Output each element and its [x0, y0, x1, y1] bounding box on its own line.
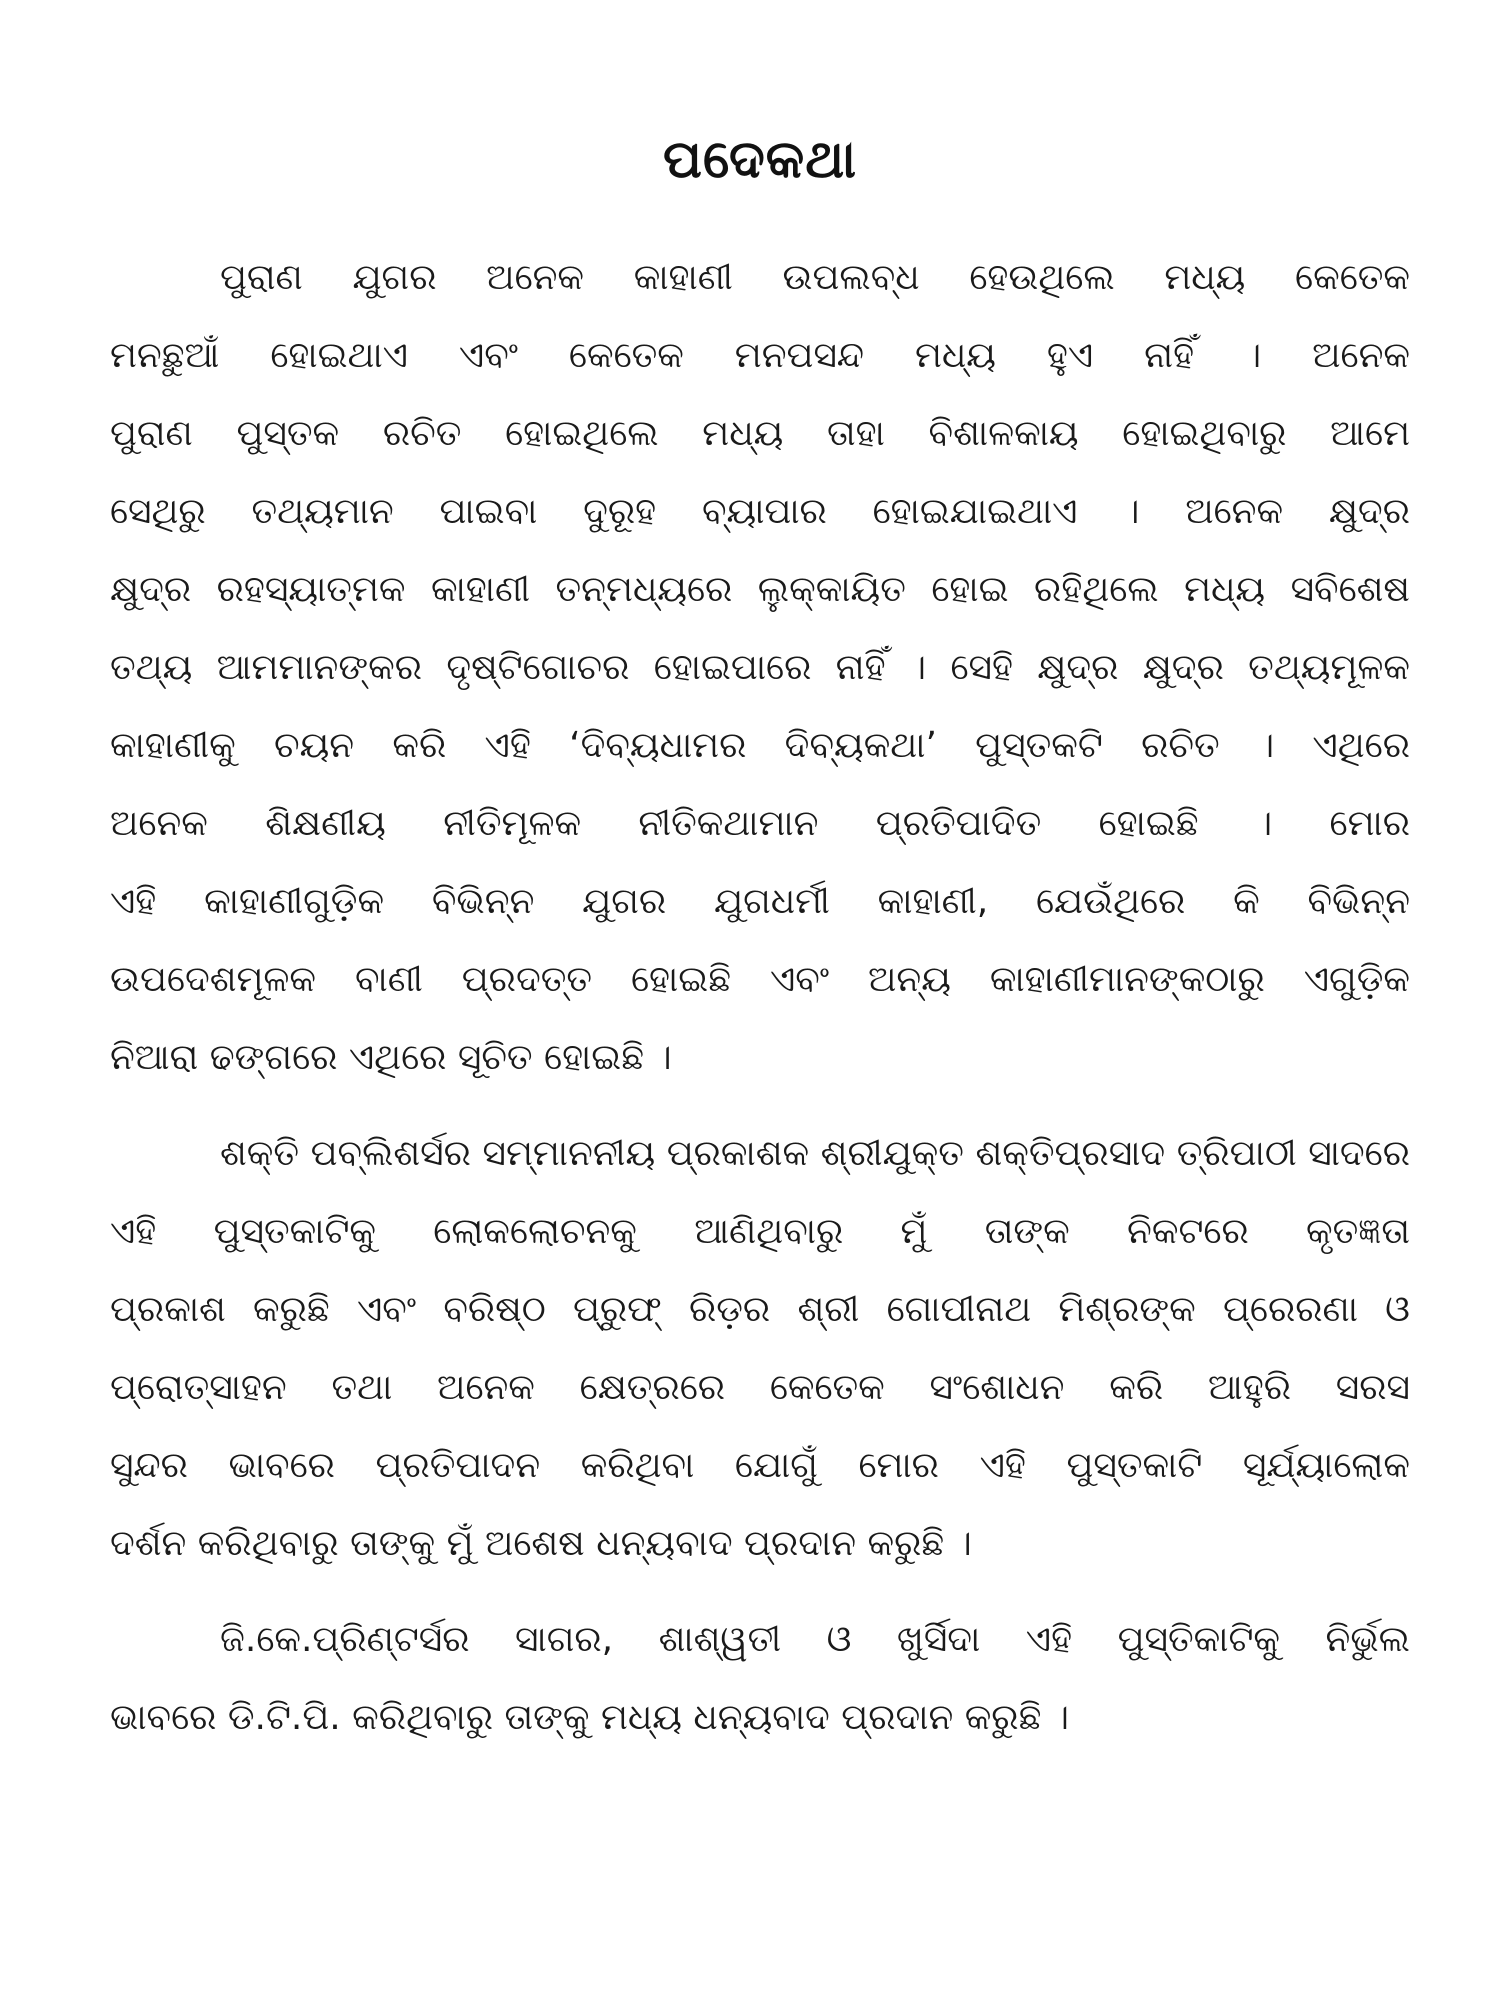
text-line: ଜି.କେ.ପ୍ରିଣ୍ଟର୍ସର ସାଗର, ଶାଶ୍ୱତୀ ଓ ଖୁର୍ସିଦା ଏହି ପୁସ୍ତିକାଟିକୁ ନିର୍ଭୁଲ [220, 1619, 1410, 1660]
paragraph-3 [110, 1601, 1410, 1757]
text-line: ଏହି ପୁସ୍ତକାଟିକୁ ଲୋକଲୋଚନକୁ ଆଣିଥିବାରୁ ମୁଁ ତାଙ୍କ ନିକଟରେ କୃତଜ୍ଞତା [110, 1211, 1410, 1252]
paragraph-spacer [110, 1591, 1410, 1601]
text-line: ଉପଦେଶମୂଳକ ବାଣୀ ପ୍ରଦତ୍ତ ହୋଇଛି ଏବଂ ଅନ୍ୟ କାହାଣୀମାନଙ୍କଠାରୁ ଏଗୁଡ଼ିକ [110, 959, 1410, 1000]
text-line: ପୁରାଣ ପୁସ୍ତକ ରଚିତ ହୋଇଥିଲେ ମଧ୍ୟ ତାହା ବିଶାଳକାୟ ହୋଇଥିବାରୁ ଆମେ [110, 413, 1410, 454]
text-line: ସୁନ୍ଦର ଭାବରେ ପ୍ରତିପାଦନ କରିଥିବା ଯୋଗୁଁ ମୋର ଏହି ପୁସ୍ତକାଟି ସୂର୍ଯ୍ୟାଲୋକ [110, 1445, 1410, 1486]
text-line: ଦର୍ଶନ କରିଥିବାରୁ ତାଙ୍କୁ ମୁଁ ଅଶେଷ ଧନ୍ୟବାଦ ପ୍ରଦାନ କରୁଛି । [110, 1523, 972, 1564]
page-title: ପଦେକଥା [663, 130, 857, 190]
text-line: ଶକ୍ତି ପବ୍ଲିଶର୍ସର ସମ୍ମାନନୀୟ ପ୍ରକାଶକ ଶ୍ରୀଯୁକ୍ତ ଶକ୍ତିପ୍ରସାଦ ତ୍ରିପାଠୀ ସାଦରେ [220, 1133, 1410, 1174]
text-line: ଅନେକ ଶିକ୍ଷଣୀୟ ନୀତିମୂଳକ ନୀତିକଥାମାନ ପ୍ରତିପାଦିତ ହୋଇଛି । ମୋର [110, 803, 1410, 844]
text-line: ପୁରାଣ ଯୁଗର ଅନେକ କାହାଣୀ ଉପଲବ୍ଧ ହେଉଥିଲେ ମଧ୍ୟ କେତେକ [220, 257, 1410, 298]
text-line: ନିଆରା ଢଙ୍ଗରେ ଏଥିରେ ସୂଚିତ ହୋଇଛି । [110, 1037, 672, 1078]
text-line: ପ୍ରକାଶ କରୁଛି ଏବଂ ବରିଷ୍ଠ ପ୍ରୁଫ୍ ରିଡ଼ର ଶ୍ରୀ ଗୋପୀନାଥ ମିଶ୍ରଙ୍କ ପ୍ରେରଣା ଓ [110, 1289, 1410, 1330]
text-line: ସେଥିରୁ ତଥ୍ୟମାନ ପାଇବା ଦୁରୂହ ବ୍ୟାପାର ହୋଇଯାଇଥାଏ । ଅନେକ କ୍ଷୁଦ୍ର [110, 491, 1410, 532]
paragraph-spacer [110, 1105, 1410, 1115]
paragraph-1 [110, 239, 1410, 1097]
text-line: ଭାବରେ ଡି.ଟି.ପି. କରିଥିବାରୁ ତାଙ୍କୁ ମଧ୍ୟ ଧନ୍ୟବାଦ ପ୍ରଦାନ କରୁଛି । [110, 1697, 1070, 1738]
text-line: କାହାଣୀକୁ ଚୟନ କରି ଏହି ‘ଦିବ୍ୟଧାମର ଦିବ୍ୟକଥା’ ପୁସ୍ତକଟି ରଚିତ । ଏଥିରେ [110, 725, 1410, 766]
paragraph-2 [110, 1115, 1410, 1583]
text-line: କ୍ଷୁଦ୍ର ରହସ୍ୟାତ୍ମକ କାହାଣୀ ତନ୍ମଧ୍ୟରେ ଲୁକ୍କାୟିତ ହୋଇ ରହିଥିଲେ ମଧ୍ୟ ସବିଶେଷ [110, 569, 1410, 610]
text-line: ତଥ୍ୟ ଆମମାନଙ୍କର ଦୃଷ୍ଟିଗୋଚର ହୋଇପାରେ ନାହିଁ । ସେହି କ୍ଷୁଦ୍ର କ୍ଷୁଦ୍ର ତଥ୍ୟମୂଳକ [110, 647, 1410, 688]
text-line: ପ୍ରୋତ୍ସାହନ ତଥା ଅନେକ କ୍ଷେତ୍ରରେ କେତେକ ସଂଶୋଧନ କରି ଆହୁରି ସରସ [110, 1367, 1410, 1408]
text-line: ମନଛୁଆଁ ହୋଇଥାଏ ଏବଂ କେତେକ ମନପସନ୍ଦ ମଧ୍ୟ ହୁଏ ନାହିଁ । ଅନେକ [110, 335, 1410, 376]
text-line: ଏହି କାହାଣୀଗୁଡ଼ିକ ବିଭିନ୍ନ ଯୁଗର ଯୁଗଧର୍ମୀ କାହାଣୀ, ଯେଉଁଥିରେ କି ବିଭିନ୍ନ [110, 881, 1410, 922]
